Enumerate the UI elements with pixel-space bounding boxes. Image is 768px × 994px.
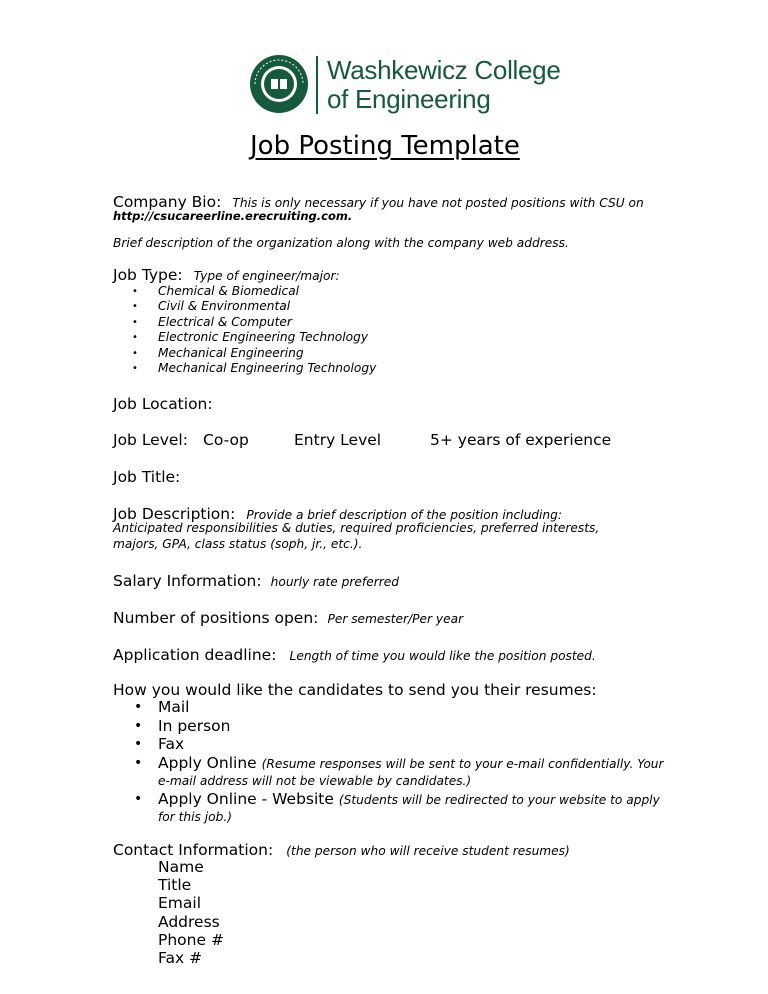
list-item: • Mechanical Engineering [114,346,376,361]
list-item: • Civil & Environmental [114,299,376,314]
job-description-note: Provide a brief description of the position including: [246,508,562,522]
job-level-label: Job Level: [113,431,188,449]
contact-phone: Phone # [158,931,224,949]
job-location-label: Job Location: [113,395,213,413]
contact-address: Address [158,913,220,931]
salary-label: Salary Information: [113,572,262,590]
list-item: • Mail [114,698,674,717]
job-title-label: Job Title: [113,468,181,486]
positions-row [113,608,463,627]
job-type-row [113,265,340,284]
job-level-experienced: 5+ years of experience [430,431,612,449]
company-description-note: Brief description of the organization along with the company web address. [113,236,569,250]
career-site-link[interactable]: http://csucareerline.erecruiting.com. [113,209,353,223]
company-bio-note: This is only necessary if you have not posted positions with CSU on [232,196,644,210]
company-bio-label: Company Bio: [113,193,222,211]
contact-note: (the person who will receive student resumes) [286,844,570,858]
job-type-list [114,284,376,376]
college-name-line1: Washkewicz College [327,55,561,85]
job-description-label: Job Description: [113,505,236,523]
deadline-note: Length of time you would like the position posted. [289,649,596,663]
resumes-label: How you would like the candidates to send you their resumes: [113,681,597,699]
list-item: • Electronic Engineering Technology [114,330,376,345]
contact-title: Title [158,876,192,894]
job-level-coop: Co-op [203,431,249,449]
resume-methods-list [114,698,674,825]
job-description-note-line2: Anticipated responsibilities & duties, required proficiencies, preferred interests, [113,521,600,535]
college-name-line2: of Engineering [327,84,491,114]
contact-label: Contact Information: [113,841,274,859]
job-description-note-line3: majors, GPA, class status (soph, jr., etc.). [113,537,363,551]
positions-note: Per semester/Per year [327,612,464,626]
list-item: • Chemical & Biomedical [114,284,376,299]
salary-note: hourly rate preferred [270,575,399,589]
list-item: • Fax [114,735,674,754]
list-item: • Mechanical Engineering Technology [114,361,376,376]
logo-divider [316,56,318,114]
salary-row [113,571,399,590]
university-seal-logo [247,53,311,115]
contact-name: Name [158,858,204,876]
deadline-row [113,645,596,664]
job-level-entry: Entry Level [294,431,382,449]
list-item: • In person [114,717,674,736]
contact-fax: Fax # [158,949,203,967]
contact-email: Email [158,894,202,912]
list-item: • Apply Online (Resume responses will be sent to your e-mail confidentially. Your e-mail address will not be viewable by candidates.) [114,755,674,789]
job-type-label: Job Type: [113,266,183,284]
contact-row [113,840,570,859]
job-type-note: Type of engineer/major: [193,269,340,283]
positions-label: Number of positions open: [113,609,319,627]
page-title: Job Posting Template [250,131,520,161]
list-item: • Apply Online - Website (Students will be redirected to your website to apply for this job.) [114,791,674,825]
list-item: • Electrical & Computer [114,315,376,330]
deadline-label: Application deadline: [113,646,277,664]
